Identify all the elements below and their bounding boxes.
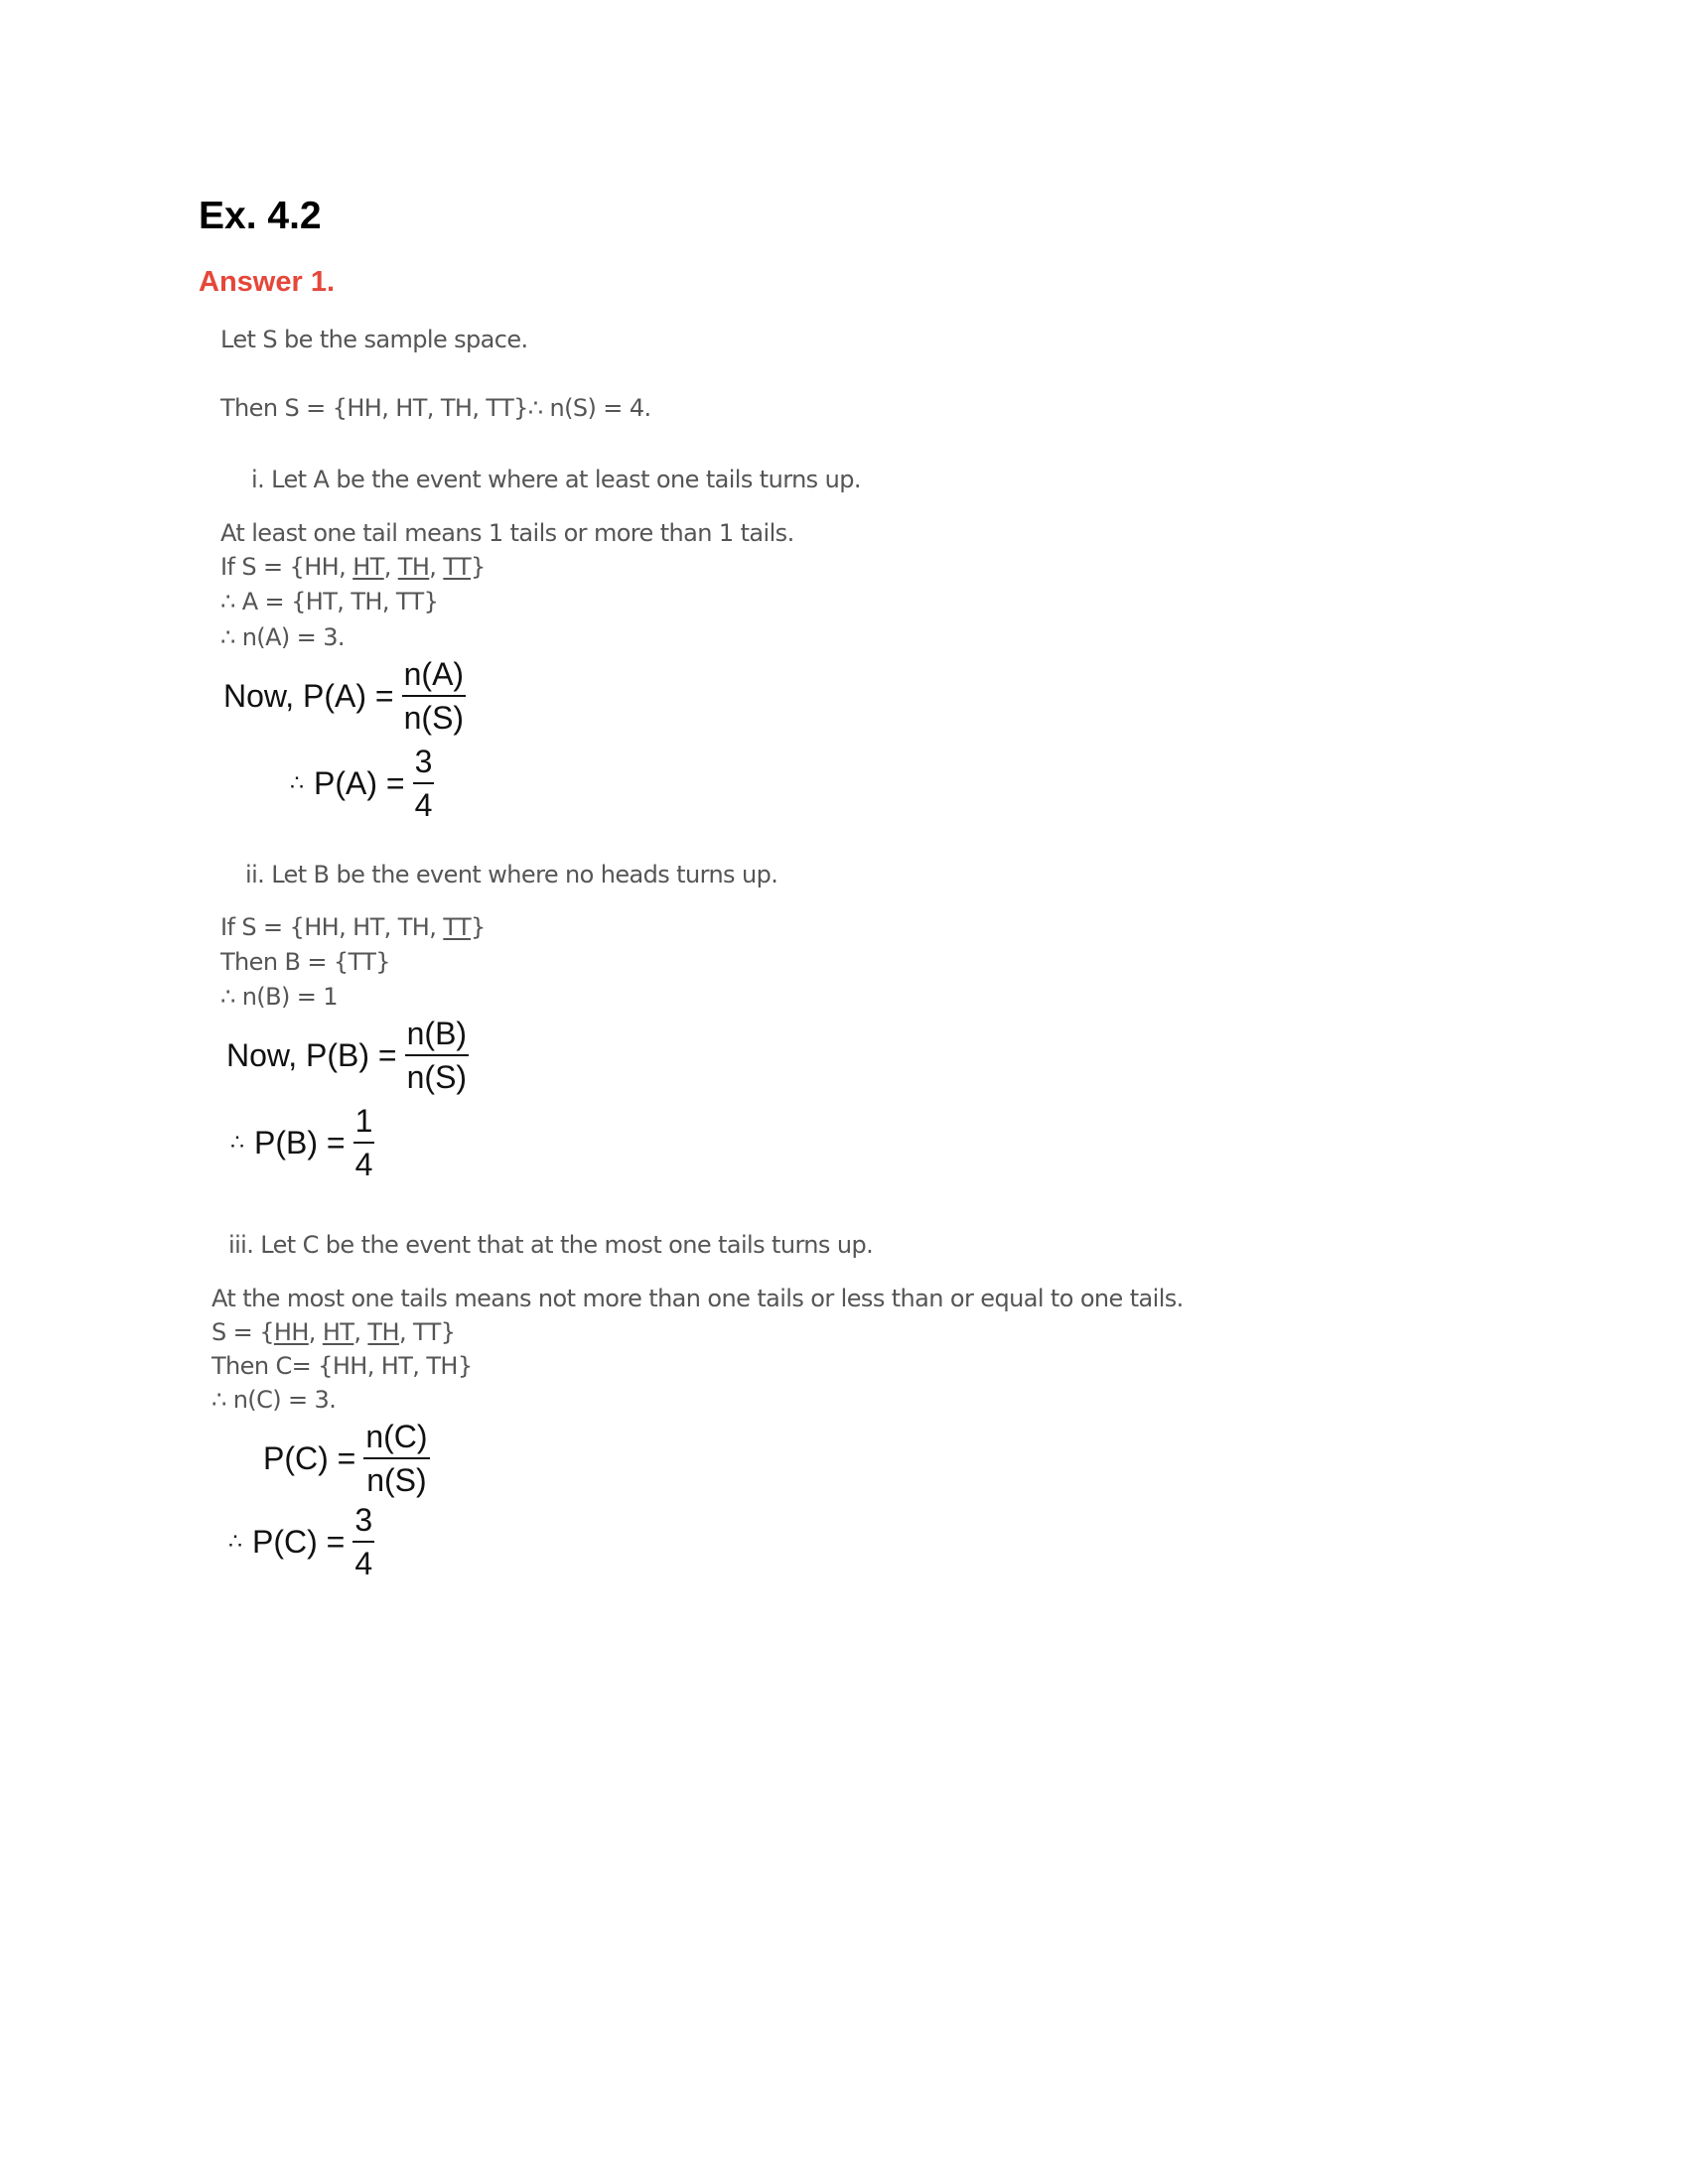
part-iii-line-4: ∴ n(C) = 3.	[211, 1386, 337, 1414]
fraction	[353, 1102, 375, 1183]
page-title: Ex. 4.2	[199, 195, 322, 237]
formula-lhs: Now, P(A) =	[223, 677, 394, 714]
numerator: n(C)	[363, 1418, 429, 1459]
text: }	[471, 553, 486, 581]
numerator: n(A)	[402, 655, 466, 697]
part-iii-line-1: At the most one tails means not more than one tails or less than or equal to one tails.	[211, 1285, 1184, 1312]
result-lhs: P(A) =	[314, 764, 405, 801]
text: ,	[308, 1318, 323, 1346]
numerator: 1	[353, 1102, 375, 1144]
fraction	[363, 1418, 429, 1499]
part-ii-line-3: ∴ n(B) = 1	[220, 983, 338, 1011]
underlined-outcome: HH	[273, 1318, 309, 1346]
denominator: 4	[354, 1147, 373, 1182]
fraction	[405, 1015, 469, 1096]
numerator: n(B)	[405, 1015, 469, 1056]
intro-line-2: Then S = {HH, HT, TH, TT}∴ n(S) = 4.	[220, 394, 651, 422]
text: If S = {HH, HT, TH,	[220, 913, 444, 941]
result-lhs: P(B) =	[254, 1124, 346, 1160]
part-ii-heading: ii. Let B be the event where no heads turns up.	[245, 861, 778, 888]
text: ,	[383, 553, 398, 581]
formula-lhs: P(C) =	[263, 1439, 356, 1476]
result-lhs: P(C) =	[252, 1523, 346, 1560]
part-i-line-3: ∴ A = {HT, TH, TT}	[220, 588, 439, 615]
text: , TT}	[398, 1318, 456, 1346]
underlined-outcome: HT	[322, 1318, 354, 1346]
underlined-outcome: TT	[443, 553, 472, 581]
text: ,	[353, 1318, 368, 1346]
numerator: 3	[413, 743, 435, 784]
part-i-formula	[223, 655, 466, 737]
part-i-line-4: ∴ n(A) = 3.	[220, 623, 345, 651]
answer-heading: Answer 1.	[199, 266, 335, 298]
part-ii-line-2: Then B = {TT}	[220, 948, 390, 976]
denominator: n(S)	[406, 1059, 468, 1095]
fraction	[413, 743, 435, 824]
part-ii-result	[230, 1102, 374, 1183]
fraction	[352, 1501, 374, 1582]
part-ii-line-1	[220, 913, 486, 941]
fraction	[402, 655, 466, 737]
underlined-outcome: TH	[397, 553, 430, 581]
part-i-line-2	[220, 553, 486, 581]
therefore-symbol: ∴	[230, 1130, 244, 1155]
underlined-outcome: TT	[443, 913, 472, 941]
text: }	[471, 913, 486, 941]
part-iii-formula	[263, 1418, 430, 1499]
part-i-heading: i. Let A be the event where at least one tails turns up.	[251, 466, 861, 493]
denominator: 4	[414, 787, 433, 823]
underlined-outcome: HT	[352, 553, 384, 581]
denominator: 4	[354, 1546, 373, 1581]
denominator: n(S)	[403, 700, 465, 736]
formula-lhs: Now, P(B) =	[226, 1036, 397, 1073]
part-iii-line-2	[211, 1318, 455, 1346]
part-iii-heading: iii. Let C be the event that at the most one tails turns up.	[228, 1231, 874, 1259]
part-iii-result	[228, 1501, 374, 1582]
underlined-outcome: TH	[367, 1318, 399, 1346]
therefore-symbol: ∴	[290, 770, 304, 795]
numerator: 3	[352, 1501, 374, 1543]
part-ii-formula	[226, 1015, 469, 1096]
part-i-result	[290, 743, 434, 824]
part-iii-line-3: Then C= {HH, HT, TH}	[211, 1352, 473, 1380]
text: If S = {HH,	[220, 553, 353, 581]
text: S = {	[211, 1318, 274, 1346]
part-i-line-1: At least one tail means 1 tails or more than 1 tails.	[220, 519, 794, 547]
denominator: n(S)	[366, 1462, 427, 1498]
text: ,	[429, 553, 444, 581]
intro-line-1: Let S be the sample space.	[220, 326, 528, 353]
therefore-symbol: ∴	[228, 1529, 242, 1554]
